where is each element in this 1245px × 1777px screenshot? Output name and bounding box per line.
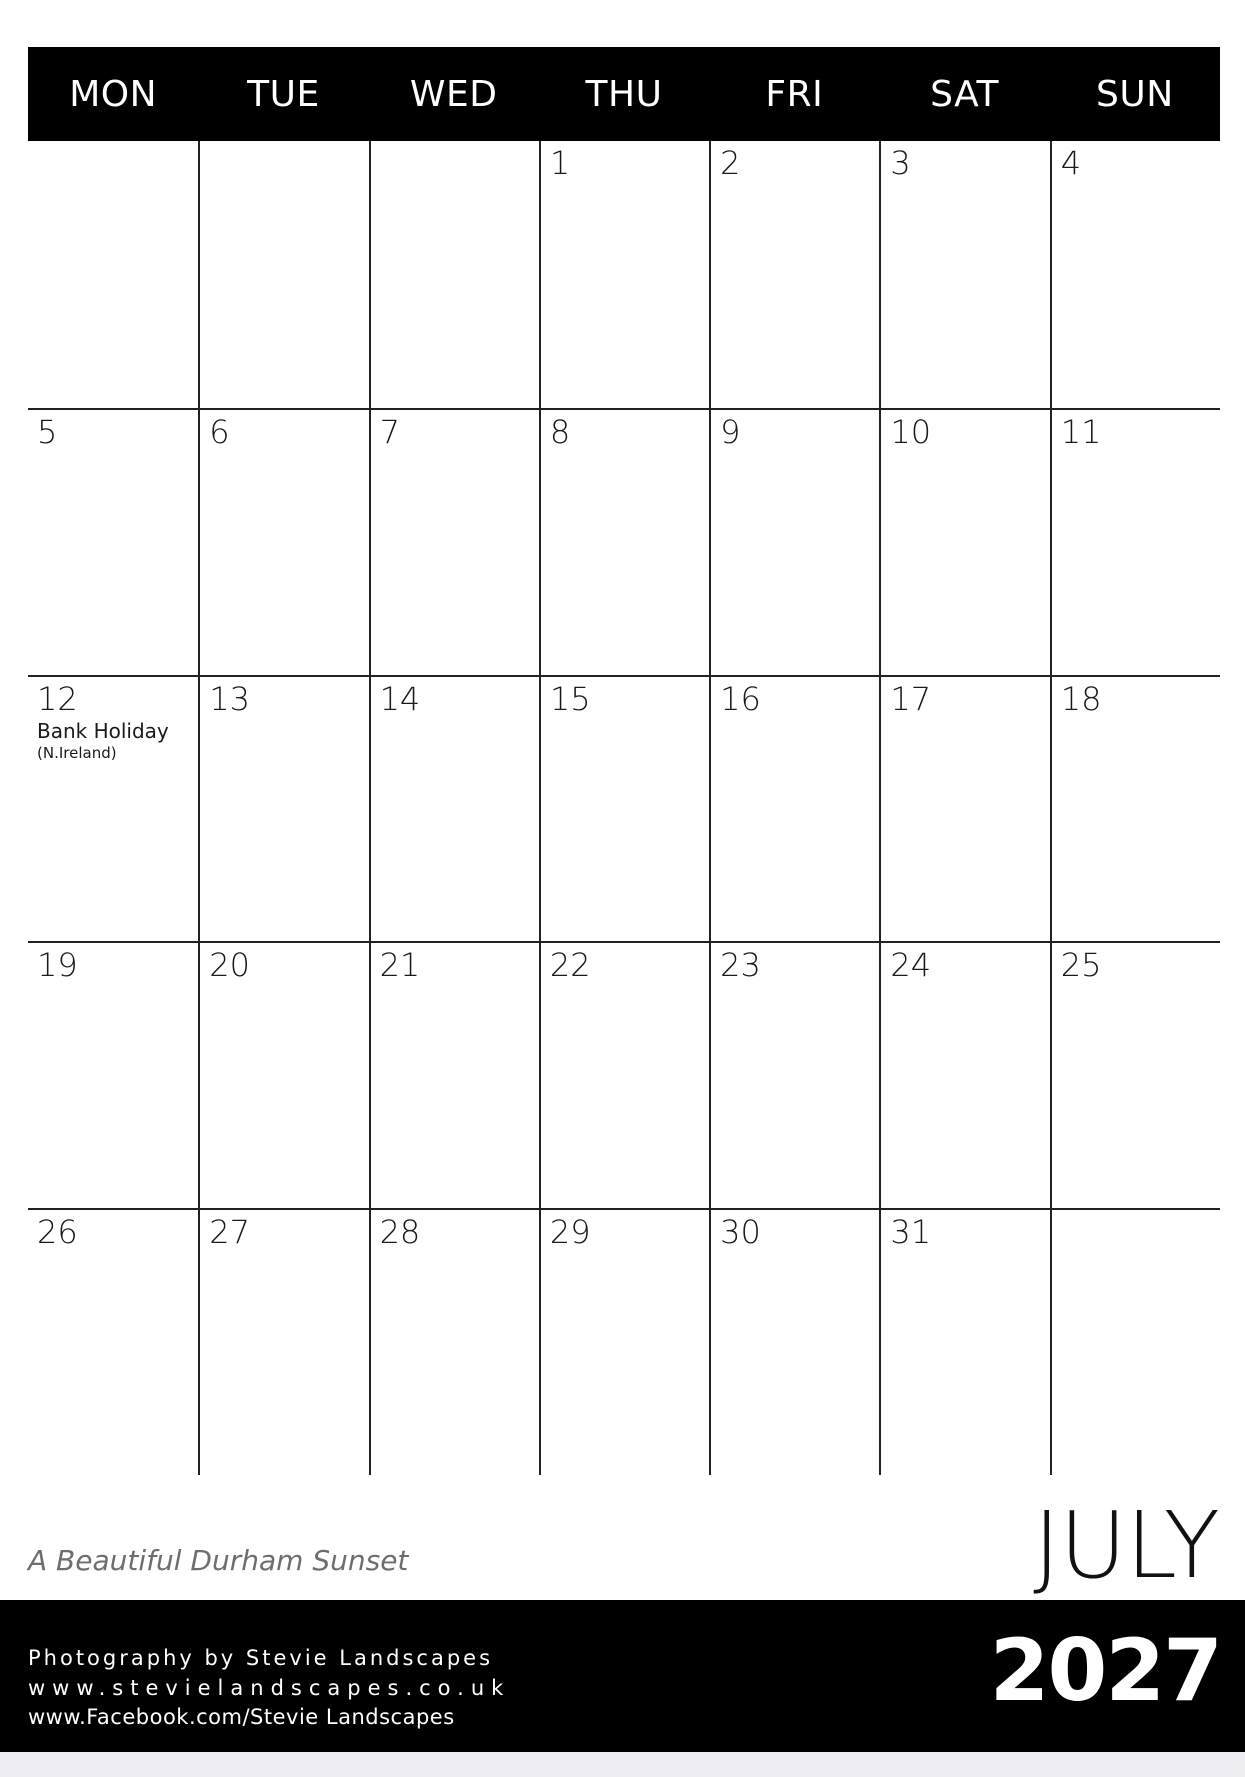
website-link[interactable]: www.stevielandscapes.co.uk <box>28 1676 511 1700</box>
day-number: 22 <box>549 946 591 985</box>
day-cell <box>709 941 879 1208</box>
weekday-fri: FRI <box>765 73 824 115</box>
day-cell <box>1050 141 1220 408</box>
day-cell <box>198 675 368 942</box>
day-number: 4 <box>1060 144 1082 182</box>
holiday-note: (N.Ireland) <box>37 743 117 762</box>
day-cell <box>28 1208 198 1475</box>
day-cell <box>1050 408 1220 675</box>
photo-caption: A Beautiful Durham Sunset <box>28 1544 409 1577</box>
empty-day-cell <box>198 141 368 408</box>
day-number: 15 <box>549 679 591 718</box>
day-number: 31 <box>890 1213 932 1252</box>
photography-credit: Photography by Stevie Landscapes <box>28 1646 494 1670</box>
day-number: 19 <box>37 946 78 985</box>
day-number: 11 <box>1060 412 1102 451</box>
day-number: 28 <box>379 1213 421 1252</box>
day-cell <box>28 941 198 1208</box>
day-cell <box>539 675 709 942</box>
weekday-mon: MON <box>69 73 158 115</box>
day-number: 7 <box>379 412 400 451</box>
day-number: 2 <box>720 144 741 182</box>
day-number: 6 <box>209 412 230 451</box>
day-cell <box>198 941 368 1208</box>
month-title: JULY <box>1033 1492 1219 1599</box>
holiday-label: Bank Holiday <box>37 718 169 743</box>
day-number: 13 <box>209 679 250 718</box>
weekday-header <box>28 47 1220 141</box>
day-cell <box>879 141 1049 408</box>
day-cell <box>879 408 1049 675</box>
day-number: 12 <box>37 679 78 718</box>
facebook-link[interactable]: www.Facebook.com/Stevie Landscapes <box>28 1705 455 1729</box>
weekday-tue: TUE <box>247 73 320 115</box>
day-number: 23 <box>720 946 761 985</box>
empty-day-cell <box>28 141 198 408</box>
day-number: 14 <box>379 679 421 718</box>
day-number: 26 <box>37 1213 78 1252</box>
day-cell <box>879 675 1049 942</box>
day-cell <box>369 941 539 1208</box>
day-cell <box>198 408 368 675</box>
day-cell <box>369 408 539 675</box>
day-cell <box>879 941 1049 1208</box>
year-title: 2027 <box>989 1621 1221 1721</box>
day-cell <box>539 141 709 408</box>
day-cell <box>1050 675 1220 942</box>
day-number: 18 <box>1060 679 1102 718</box>
day-number: 10 <box>890 412 932 451</box>
day-number: 25 <box>1060 946 1102 985</box>
day-cell <box>709 675 879 942</box>
day-number: 1 <box>549 144 571 182</box>
day-number: 29 <box>549 1213 591 1252</box>
day-number: 20 <box>209 946 250 985</box>
empty-day-cell <box>1050 1208 1220 1475</box>
day-cell <box>1050 941 1220 1208</box>
day-number: 30 <box>720 1213 761 1252</box>
day-number: 17 <box>890 679 932 718</box>
day-cell <box>28 408 198 675</box>
day-cell <box>539 941 709 1208</box>
day-number: 21 <box>379 946 421 985</box>
day-cell <box>709 408 879 675</box>
weekday-thu: THU <box>585 73 663 115</box>
day-cell <box>709 1208 879 1475</box>
weekday-sun: SUN <box>1096 73 1174 115</box>
day-number: 9 <box>720 412 741 451</box>
day-number: 5 <box>37 412 58 451</box>
calendar-grid <box>28 141 1220 1475</box>
day-cell <box>198 1208 368 1475</box>
empty-day-cell <box>369 141 539 408</box>
weekday-wed: WED <box>409 73 498 115</box>
day-cell <box>369 675 539 942</box>
day-cell <box>28 675 198 942</box>
day-number: 3 <box>890 144 911 182</box>
day-cell <box>709 141 879 408</box>
footer-strip <box>0 1752 1245 1777</box>
day-cell <box>539 408 709 675</box>
day-number: 24 <box>890 946 932 985</box>
day-number: 8 <box>549 412 571 451</box>
day-cell <box>369 1208 539 1475</box>
weekday-sat: SAT <box>930 73 999 115</box>
day-cell <box>539 1208 709 1475</box>
footer-band <box>0 1600 1245 1752</box>
day-number: 16 <box>720 679 761 718</box>
day-number: 27 <box>209 1213 250 1252</box>
day-cell <box>879 1208 1049 1475</box>
